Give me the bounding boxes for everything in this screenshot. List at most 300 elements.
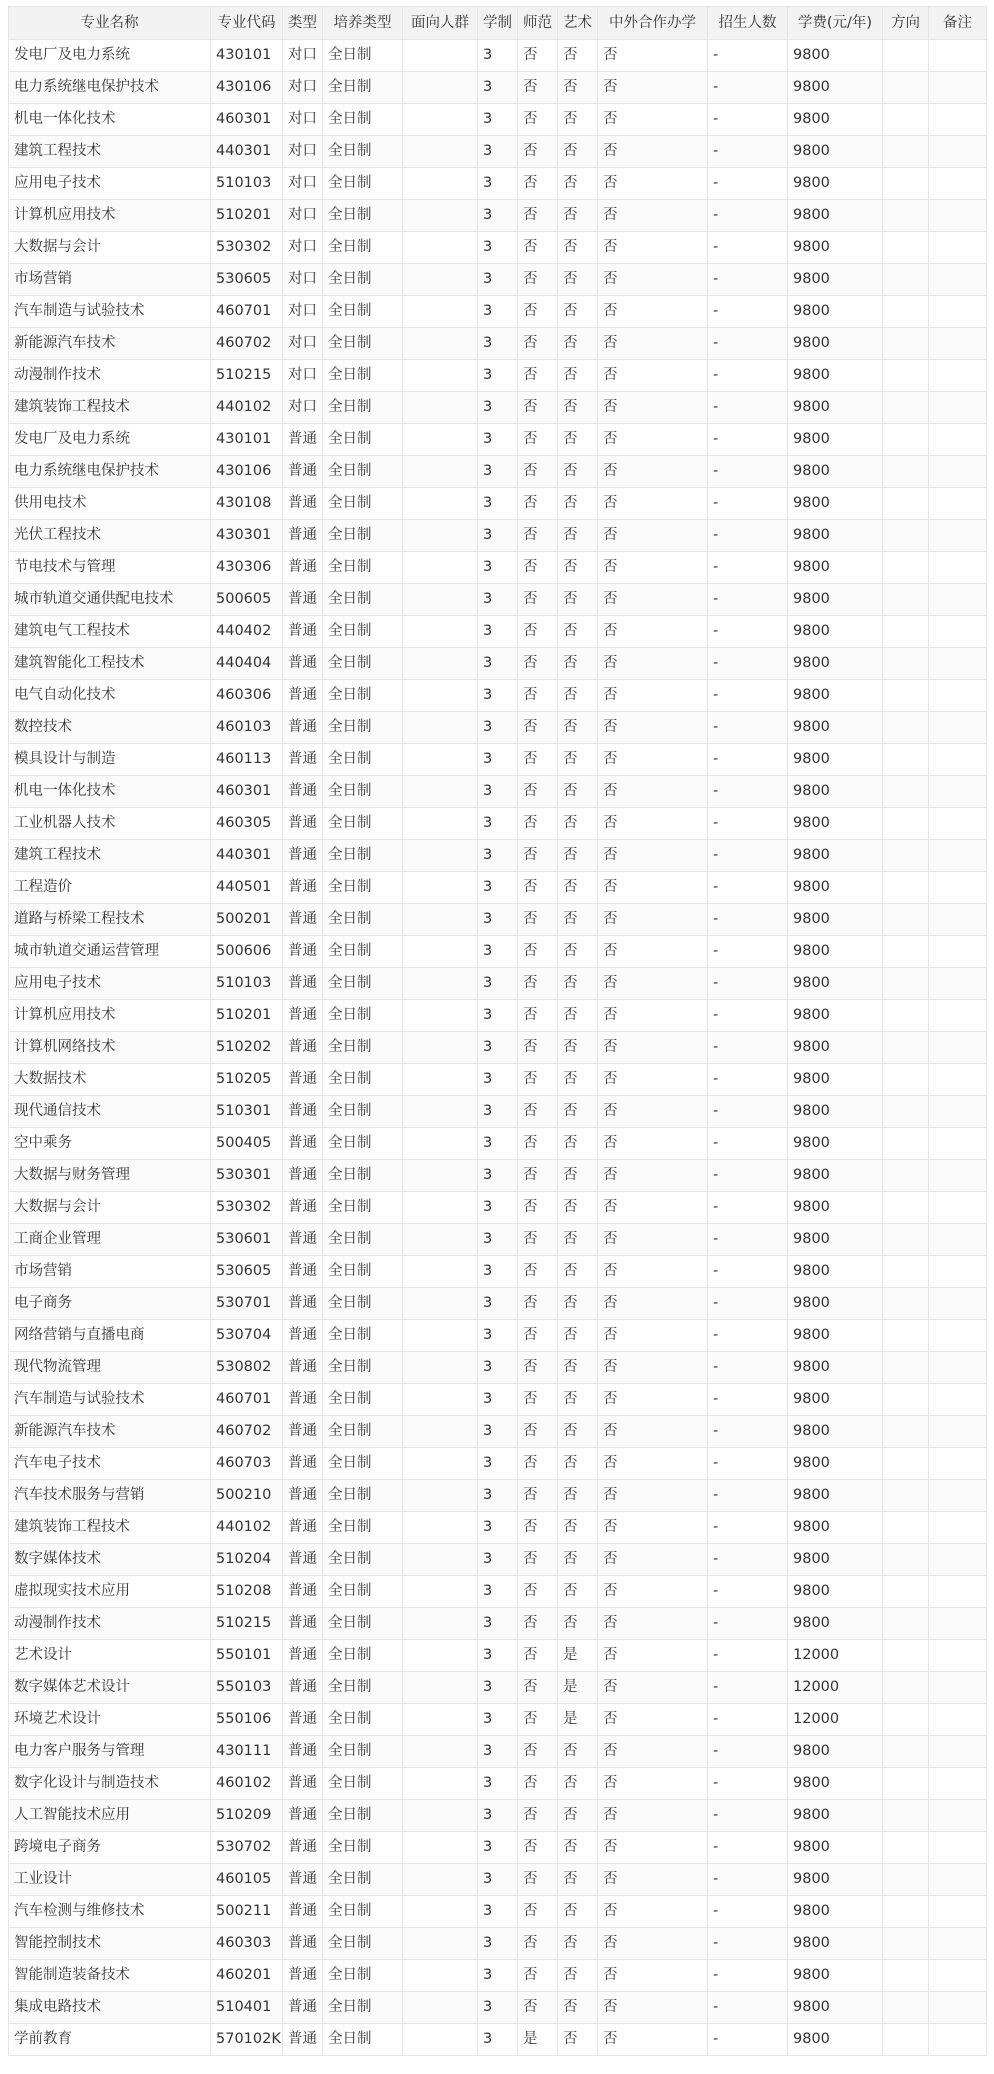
cell-normal: 否 xyxy=(518,648,558,680)
cell-tuition: 9800 xyxy=(788,1800,883,1832)
cell-major-code: 530302 xyxy=(211,1192,283,1224)
cell-training-type: 全日制 xyxy=(323,328,403,360)
cell-enrollment: - xyxy=(708,1640,788,1672)
cell-major-name: 建筑工程技术 xyxy=(9,840,211,872)
cell-tuition: 9800 xyxy=(788,1960,883,1992)
cell-joint-program: 否 xyxy=(598,1256,708,1288)
cell-duration: 3 xyxy=(478,1128,518,1160)
cell-normal: 否 xyxy=(518,1000,558,1032)
cell-tuition: 9800 xyxy=(788,1576,883,1608)
cell-enrollment: - xyxy=(708,1672,788,1704)
cell-joint-program: 否 xyxy=(598,2024,708,2056)
cell-remarks xyxy=(929,1864,987,1896)
cell-art: 否 xyxy=(558,2024,598,2056)
cell-enrollment: - xyxy=(708,1384,788,1416)
cell-training-type: 全日制 xyxy=(323,840,403,872)
header-training-type[interactable]: 培养类型 xyxy=(323,7,403,40)
header-duration[interactable]: 学制 xyxy=(478,7,518,40)
cell-tuition: 9800 xyxy=(788,1992,883,2024)
cell-normal: 否 xyxy=(518,1384,558,1416)
cell-target-group xyxy=(403,968,478,1000)
cell-enrollment: - xyxy=(708,136,788,168)
cell-direction xyxy=(883,1192,929,1224)
cell-direction xyxy=(883,904,929,936)
cell-type: 普通 xyxy=(283,808,323,840)
cell-normal: 否 xyxy=(518,520,558,552)
header-tuition[interactable]: 学费(元/年) xyxy=(788,7,883,40)
table-row xyxy=(9,104,987,136)
cell-target-group xyxy=(403,1960,478,1992)
cell-direction xyxy=(883,1800,929,1832)
cell-major-code: 510201 xyxy=(211,1000,283,1032)
cell-tuition: 9800 xyxy=(788,456,883,488)
cell-remarks xyxy=(929,1960,987,1992)
cell-enrollment: - xyxy=(708,488,788,520)
cell-major-code: 430301 xyxy=(211,520,283,552)
cell-art: 否 xyxy=(558,1864,598,1896)
cell-major-name: 机电一体化技术 xyxy=(9,776,211,808)
cell-type: 对口 xyxy=(283,392,323,424)
cell-major-name: 现代通信技术 xyxy=(9,1096,211,1128)
cell-target-group xyxy=(403,1256,478,1288)
cell-target-group xyxy=(403,616,478,648)
cell-joint-program: 否 xyxy=(598,168,708,200)
cell-normal: 否 xyxy=(518,200,558,232)
cell-training-type: 全日制 xyxy=(323,648,403,680)
cell-target-group xyxy=(403,1512,478,1544)
cell-art: 否 xyxy=(558,648,598,680)
cell-tuition: 9800 xyxy=(788,1160,883,1192)
cell-duration: 3 xyxy=(478,136,518,168)
cell-major-name: 工商企业管理 xyxy=(9,1224,211,1256)
cell-type: 普通 xyxy=(283,552,323,584)
cell-target-group xyxy=(403,1416,478,1448)
header-major-name[interactable]: 专业名称 xyxy=(9,7,211,40)
cell-enrollment: - xyxy=(708,264,788,296)
cell-normal: 否 xyxy=(518,424,558,456)
cell-normal: 否 xyxy=(518,1448,558,1480)
cell-direction xyxy=(883,392,929,424)
table-row xyxy=(9,840,987,872)
cell-type: 普通 xyxy=(283,1384,323,1416)
cell-normal: 否 xyxy=(518,104,558,136)
cell-normal: 否 xyxy=(518,1576,558,1608)
cell-type: 普通 xyxy=(283,520,323,552)
table-row xyxy=(9,40,987,72)
cell-major-code: 460301 xyxy=(211,776,283,808)
cell-type: 普通 xyxy=(283,1992,323,2024)
cell-duration: 3 xyxy=(478,1224,518,1256)
cell-direction xyxy=(883,680,929,712)
cell-major-name: 数字媒体艺术设计 xyxy=(9,1672,211,1704)
cell-normal: 否 xyxy=(518,584,558,616)
cell-normal: 否 xyxy=(518,936,558,968)
header-major-code[interactable]: 专业代码 xyxy=(211,7,283,40)
cell-normal: 否 xyxy=(518,488,558,520)
header-art[interactable]: 艺术 xyxy=(558,7,598,40)
cell-duration: 3 xyxy=(478,296,518,328)
cell-enrollment: - xyxy=(708,1832,788,1864)
cell-normal: 否 xyxy=(518,1896,558,1928)
cell-direction xyxy=(883,1928,929,1960)
cell-duration: 3 xyxy=(478,168,518,200)
cell-art: 否 xyxy=(558,680,598,712)
cell-art: 否 xyxy=(558,328,598,360)
cell-target-group xyxy=(403,1032,478,1064)
cell-major-code: 430108 xyxy=(211,488,283,520)
cell-type: 普通 xyxy=(283,1832,323,1864)
cell-major-code: 440102 xyxy=(211,1512,283,1544)
cell-art: 否 xyxy=(558,424,598,456)
cell-training-type: 全日制 xyxy=(323,520,403,552)
cell-art: 否 xyxy=(558,136,598,168)
cell-type: 普通 xyxy=(283,1096,323,1128)
cell-joint-program: 否 xyxy=(598,648,708,680)
table-row xyxy=(9,1736,987,1768)
cell-major-name: 集成电路技术 xyxy=(9,1992,211,2024)
table-row xyxy=(9,1064,987,1096)
cell-major-name: 汽车电子技术 xyxy=(9,1448,211,1480)
table-row xyxy=(9,1416,987,1448)
table-row xyxy=(9,520,987,552)
cell-direction xyxy=(883,808,929,840)
cell-joint-program: 否 xyxy=(598,232,708,264)
cell-enrollment: - xyxy=(708,1544,788,1576)
cell-enrollment: - xyxy=(708,1128,788,1160)
cell-remarks xyxy=(929,1480,987,1512)
cell-major-name: 计算机应用技术 xyxy=(9,200,211,232)
cell-tuition: 9800 xyxy=(788,1512,883,1544)
cell-training-type: 全日制 xyxy=(323,1512,403,1544)
cell-enrollment: - xyxy=(708,72,788,104)
cell-enrollment: - xyxy=(708,1512,788,1544)
cell-art: 否 xyxy=(558,1896,598,1928)
cell-enrollment: - xyxy=(708,1064,788,1096)
cell-duration: 3 xyxy=(478,552,518,584)
cell-training-type: 全日制 xyxy=(323,680,403,712)
cell-duration: 3 xyxy=(478,1672,518,1704)
table-row xyxy=(9,232,987,264)
cell-joint-program: 否 xyxy=(598,1096,708,1128)
cell-tuition: 12000 xyxy=(788,1672,883,1704)
cell-enrollment: - xyxy=(708,744,788,776)
cell-remarks xyxy=(929,648,987,680)
cell-training-type: 全日制 xyxy=(323,776,403,808)
cell-training-type: 全日制 xyxy=(323,136,403,168)
table-row xyxy=(9,968,987,1000)
header-normal[interactable]: 师范 xyxy=(518,7,558,40)
cell-enrollment: - xyxy=(708,104,788,136)
cell-major-code: 530605 xyxy=(211,264,283,296)
table-row xyxy=(9,1192,987,1224)
cell-art: 否 xyxy=(558,456,598,488)
cell-direction xyxy=(883,648,929,680)
cell-joint-program: 否 xyxy=(598,1960,708,1992)
cell-duration: 3 xyxy=(478,456,518,488)
cell-training-type: 全日制 xyxy=(323,1448,403,1480)
cell-target-group xyxy=(403,456,478,488)
cell-major-code: 460306 xyxy=(211,680,283,712)
cell-joint-program: 否 xyxy=(598,1896,708,1928)
cell-major-code: 440102 xyxy=(211,392,283,424)
cell-direction xyxy=(883,552,929,584)
cell-major-name: 应用电子技术 xyxy=(9,968,211,1000)
cell-remarks xyxy=(929,1640,987,1672)
cell-art: 否 xyxy=(558,1576,598,1608)
cell-remarks xyxy=(929,168,987,200)
cell-art: 否 xyxy=(558,872,598,904)
cell-training-type: 全日制 xyxy=(323,360,403,392)
cell-normal: 否 xyxy=(518,1960,558,1992)
cell-art: 否 xyxy=(558,904,598,936)
cell-duration: 3 xyxy=(478,1032,518,1064)
cell-major-name: 电力客户服务与管理 xyxy=(9,1736,211,1768)
header-direction[interactable]: 方向 xyxy=(883,7,929,40)
cell-art: 否 xyxy=(558,552,598,584)
cell-remarks xyxy=(929,1896,987,1928)
cell-remarks xyxy=(929,1000,987,1032)
cell-major-name: 计算机应用技术 xyxy=(9,1000,211,1032)
cell-enrollment: - xyxy=(708,1448,788,1480)
cell-tuition: 9800 xyxy=(788,1128,883,1160)
cell-training-type: 全日制 xyxy=(323,1064,403,1096)
cell-tuition: 9800 xyxy=(788,1832,883,1864)
cell-tuition: 9800 xyxy=(788,1768,883,1800)
header-type[interactable]: 类型 xyxy=(283,7,323,40)
cell-tuition: 9800 xyxy=(788,488,883,520)
cell-tuition: 9800 xyxy=(788,616,883,648)
cell-normal: 否 xyxy=(518,1320,558,1352)
cell-target-group xyxy=(403,1608,478,1640)
cell-duration: 3 xyxy=(478,1608,518,1640)
cell-direction xyxy=(883,1768,929,1800)
cell-remarks xyxy=(929,1192,987,1224)
cell-target-group xyxy=(403,1352,478,1384)
cell-remarks xyxy=(929,1160,987,1192)
cell-duration: 3 xyxy=(478,1832,518,1864)
cell-major-name: 新能源汽车技术 xyxy=(9,328,211,360)
cell-enrollment: - xyxy=(708,40,788,72)
cell-remarks xyxy=(929,296,987,328)
cell-major-name: 电力系统继电保护技术 xyxy=(9,72,211,104)
cell-major-code: 460113 xyxy=(211,744,283,776)
cell-target-group xyxy=(403,1992,478,2024)
cell-joint-program: 否 xyxy=(598,680,708,712)
cell-target-group xyxy=(403,328,478,360)
cell-art: 否 xyxy=(558,1128,598,1160)
major-table xyxy=(8,6,987,2056)
cell-training-type: 全日制 xyxy=(323,1384,403,1416)
cell-normal: 否 xyxy=(518,1256,558,1288)
cell-direction xyxy=(883,168,929,200)
cell-major-name: 电子商务 xyxy=(9,1288,211,1320)
cell-normal: 否 xyxy=(518,808,558,840)
cell-direction xyxy=(883,968,929,1000)
cell-direction xyxy=(883,1000,929,1032)
cell-major-name: 汽车技术服务与营销 xyxy=(9,1480,211,1512)
cell-target-group xyxy=(403,872,478,904)
cell-type: 普通 xyxy=(283,744,323,776)
cell-art: 否 xyxy=(558,584,598,616)
cell-training-type: 全日制 xyxy=(323,1672,403,1704)
cell-target-group xyxy=(403,1160,478,1192)
cell-tuition: 12000 xyxy=(788,1640,883,1672)
header-target-group[interactable]: 面向人群 xyxy=(403,7,478,40)
cell-direction xyxy=(883,1288,929,1320)
cell-major-name: 大数据技术 xyxy=(9,1064,211,1096)
cell-target-group xyxy=(403,264,478,296)
header-enrollment[interactable]: 招生人数 xyxy=(708,7,788,40)
cell-normal: 否 xyxy=(518,872,558,904)
cell-training-type: 全日制 xyxy=(323,968,403,1000)
cell-training-type: 全日制 xyxy=(323,1928,403,1960)
cell-enrollment: - xyxy=(708,1768,788,1800)
cell-direction xyxy=(883,104,929,136)
cell-duration: 3 xyxy=(478,648,518,680)
cell-tuition: 9800 xyxy=(788,1288,883,1320)
cell-major-code: 550101 xyxy=(211,1640,283,1672)
cell-target-group xyxy=(403,1928,478,1960)
table-row xyxy=(9,1256,987,1288)
cell-enrollment: - xyxy=(708,424,788,456)
cell-joint-program: 否 xyxy=(598,872,708,904)
cell-target-group xyxy=(403,1064,478,1096)
table-row xyxy=(9,776,987,808)
cell-direction xyxy=(883,1512,929,1544)
table-row xyxy=(9,264,987,296)
cell-remarks xyxy=(929,616,987,648)
table-row xyxy=(9,936,987,968)
table-header xyxy=(9,7,987,40)
cell-remarks xyxy=(929,1768,987,1800)
cell-enrollment: - xyxy=(708,1896,788,1928)
cell-enrollment: - xyxy=(708,296,788,328)
table-row xyxy=(9,296,987,328)
cell-tuition: 9800 xyxy=(788,1320,883,1352)
cell-major-name: 智能控制技术 xyxy=(9,1928,211,1960)
cell-tuition: 9800 xyxy=(788,104,883,136)
cell-duration: 3 xyxy=(478,1864,518,1896)
cell-target-group xyxy=(403,424,478,456)
cell-direction xyxy=(883,136,929,168)
cell-normal: 否 xyxy=(518,40,558,72)
cell-duration: 3 xyxy=(478,1736,518,1768)
cell-tuition: 9800 xyxy=(788,328,883,360)
table-row xyxy=(9,136,987,168)
cell-enrollment: - xyxy=(708,808,788,840)
cell-training-type: 全日制 xyxy=(323,808,403,840)
cell-major-name: 发电厂及电力系统 xyxy=(9,424,211,456)
cell-joint-program: 否 xyxy=(598,264,708,296)
table-row xyxy=(9,744,987,776)
cell-major-code: 460701 xyxy=(211,1384,283,1416)
cell-major-code: 570102K xyxy=(211,2024,283,2056)
cell-tuition: 9800 xyxy=(788,1192,883,1224)
cell-joint-program: 否 xyxy=(598,552,708,584)
cell-training-type: 全日制 xyxy=(323,2024,403,2056)
cell-duration: 3 xyxy=(478,712,518,744)
cell-direction xyxy=(883,1352,929,1384)
cell-major-name: 计算机网络技术 xyxy=(9,1032,211,1064)
cell-tuition: 9800 xyxy=(788,72,883,104)
cell-enrollment: - xyxy=(708,1352,788,1384)
cell-remarks xyxy=(929,1704,987,1736)
cell-remarks xyxy=(929,232,987,264)
cell-training-type: 全日制 xyxy=(323,1160,403,1192)
table-row xyxy=(9,1896,987,1928)
cell-type: 对口 xyxy=(283,360,323,392)
cell-training-type: 全日制 xyxy=(323,1768,403,1800)
cell-remarks xyxy=(929,520,987,552)
cell-target-group xyxy=(403,584,478,616)
cell-target-group xyxy=(403,1736,478,1768)
cell-enrollment: - xyxy=(708,328,788,360)
cell-major-code: 530301 xyxy=(211,1160,283,1192)
table-row xyxy=(9,1000,987,1032)
cell-normal: 否 xyxy=(518,1864,558,1896)
cell-type: 对口 xyxy=(283,264,323,296)
cell-major-name: 新能源汽车技术 xyxy=(9,1416,211,1448)
cell-type: 普通 xyxy=(283,1544,323,1576)
cell-normal: 否 xyxy=(518,72,558,104)
cell-enrollment: - xyxy=(708,552,788,584)
cell-direction xyxy=(883,1032,929,1064)
cell-duration: 3 xyxy=(478,1352,518,1384)
cell-major-code: 530702 xyxy=(211,1832,283,1864)
cell-major-name: 智能制造装备技术 xyxy=(9,1960,211,1992)
cell-major-code: 460105 xyxy=(211,1864,283,1896)
cell-major-name: 市场营销 xyxy=(9,264,211,296)
header-remarks[interactable]: 备注 xyxy=(929,7,987,40)
cell-remarks xyxy=(929,680,987,712)
cell-major-code: 510103 xyxy=(211,968,283,1000)
cell-major-code: 430106 xyxy=(211,456,283,488)
cell-training-type: 全日制 xyxy=(323,1352,403,1384)
cell-joint-program: 否 xyxy=(598,200,708,232)
cell-target-group xyxy=(403,232,478,264)
cell-type: 普通 xyxy=(283,1864,323,1896)
cell-remarks xyxy=(929,424,987,456)
cell-joint-program: 否 xyxy=(598,392,708,424)
cell-tuition: 9800 xyxy=(788,744,883,776)
cell-type: 普通 xyxy=(283,840,323,872)
cell-normal: 否 xyxy=(518,456,558,488)
cell-tuition: 9800 xyxy=(788,296,883,328)
cell-art: 否 xyxy=(558,616,598,648)
cell-enrollment: - xyxy=(708,200,788,232)
cell-duration: 3 xyxy=(478,424,518,456)
table-row xyxy=(9,1512,987,1544)
cell-major-code: 460701 xyxy=(211,296,283,328)
cell-normal: 否 xyxy=(518,232,558,264)
cell-direction xyxy=(883,200,929,232)
cell-duration: 3 xyxy=(478,1288,518,1320)
cell-major-name: 工业机器人技术 xyxy=(9,808,211,840)
cell-remarks xyxy=(929,1128,987,1160)
cell-remarks xyxy=(929,1032,987,1064)
header-joint-program[interactable]: 中外合作办学 xyxy=(598,7,708,40)
cell-art: 否 xyxy=(558,1256,598,1288)
cell-major-name: 道路与桥梁工程技术 xyxy=(9,904,211,936)
cell-direction xyxy=(883,1128,929,1160)
cell-major-name: 建筑电气工程技术 xyxy=(9,616,211,648)
cell-major-code: 440402 xyxy=(211,616,283,648)
cell-training-type: 全日制 xyxy=(323,904,403,936)
cell-art: 否 xyxy=(558,1384,598,1416)
cell-remarks xyxy=(929,1352,987,1384)
cell-type: 普通 xyxy=(283,1288,323,1320)
cell-target-group xyxy=(403,712,478,744)
